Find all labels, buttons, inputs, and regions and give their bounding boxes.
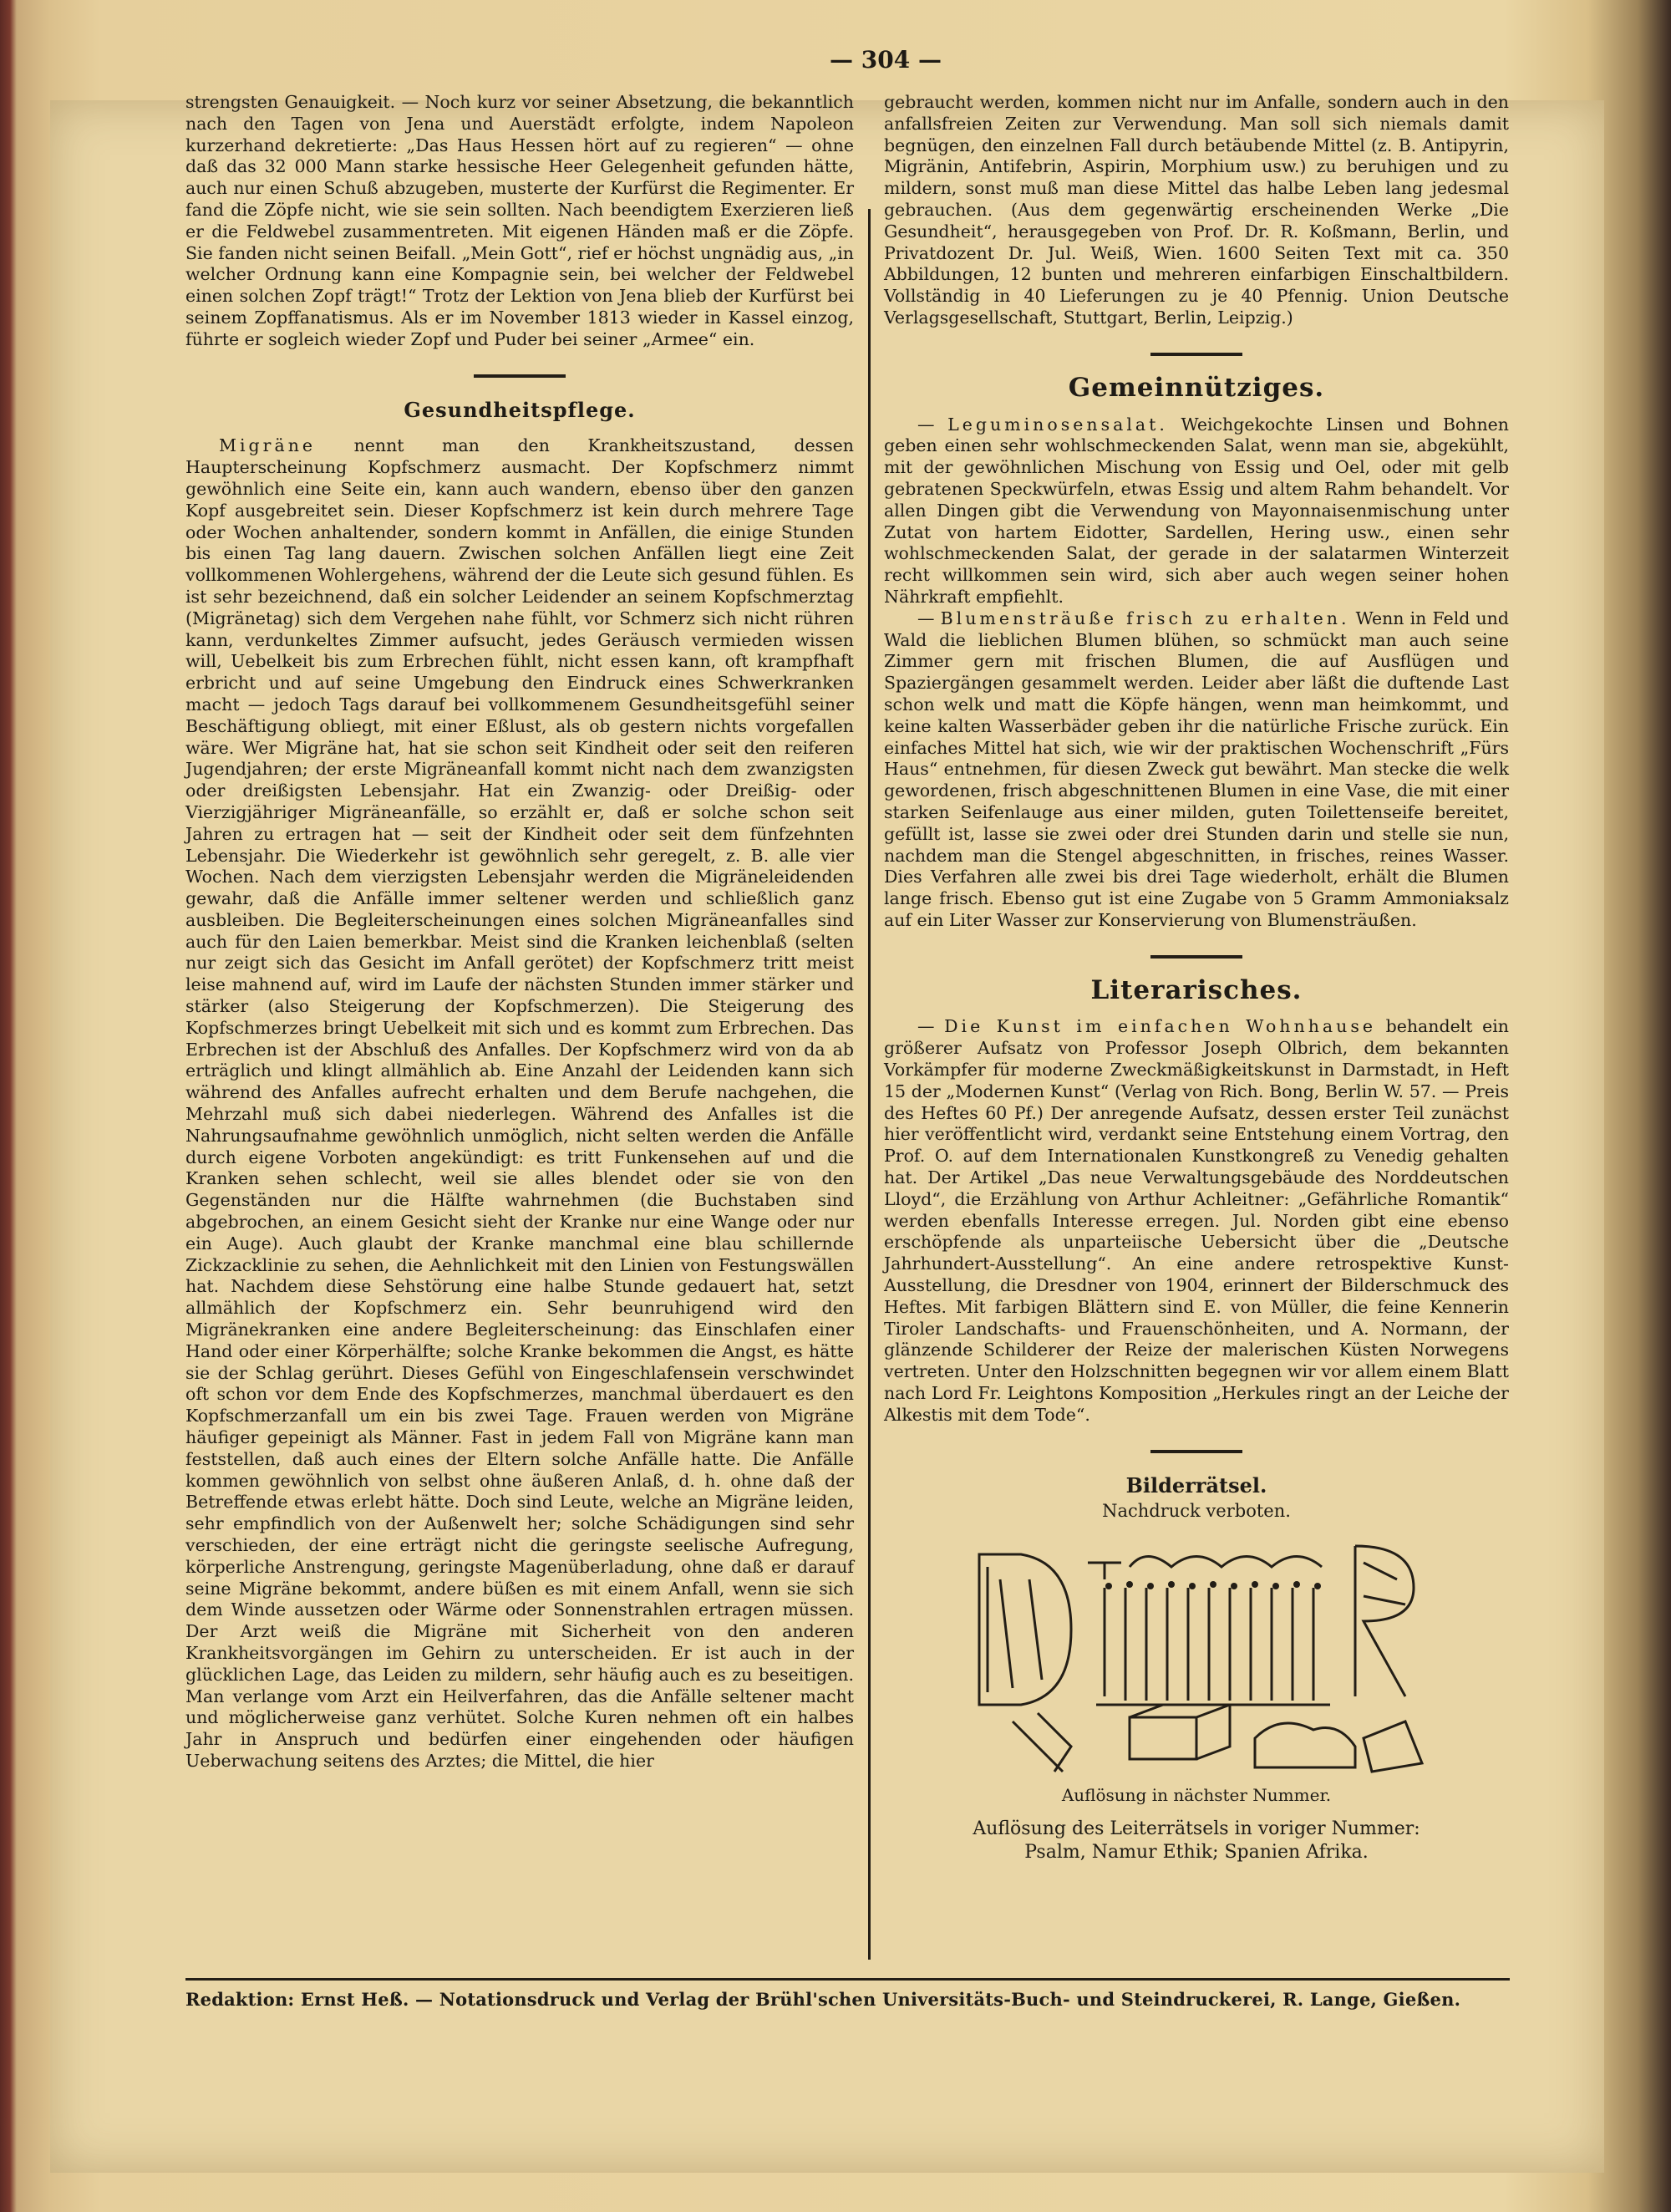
column-divider [868, 209, 871, 1960]
rebus-solution-note: Auflösung in nächster Nummer. [1061, 1785, 1332, 1806]
salad-term: Leguminosensalat. [947, 414, 1168, 435]
salad-text: Weichgekochte Linsen und Bohnen geben einen sehr wohlschmeckenden Salat, wenn man sie, abgekühlt, mit der gewöhnlichen Mischung von Essig und Oel, oder mit gelb gebratenen Speckwürfeln, etwas Essig und altem Rahm behandelt. Vor allen Dingen gibt die Verwendung von Mayonnaisenmischung unter Zutat von hartem Eidotter, Sardellen, Hering usw., einen sehr wohlschmeckenden Salat, der gerade in der salatarmen Winterzeit recht willkommen sein wird, sich aber auch wegen seiner hohen Nährkraft empfiehlt. [884, 414, 1509, 607]
rebus-copyright-note: Nachdruck verboten. [1102, 1501, 1291, 1522]
migraine-term: Migräne [219, 435, 317, 456]
section-heading-public: Gemeinnütziges. [1068, 372, 1325, 403]
rebus-picture-icon [962, 1529, 1430, 1780]
art-term: Die Kunst im einfachen Wohnhause [944, 1016, 1376, 1037]
section-separator [1150, 955, 1242, 959]
footer-rule [185, 1978, 1510, 1981]
section-separator [474, 374, 566, 378]
flowers-text: Wenn in Feld und Wald die lieblichen Blumen blühen, so schmückt man auch seine Zimmer gern mit frischen Blumen, die auf Ausflügen und Spaziergängen gesammelt werden. Leider aber läßt die duftende Last schon welk und matt die Köpfe hängen, wenn man heimkommt, und keine kalten Wasserbäder geben ihr die natürliche Frische zurück. Ein einfaches Mittel hat sich, wie wir der praktischen Wochenschrift „Fürs Haus“ entnehmen, für diesen Zweck gut bewährt. Man stecke die welk gewordenen, frisch abgeschnittenen Blumen in eine Vase, die mit einer starken Seifenlauge aus einer milden, guten Toilettenseife bereitet, gefüllt ist, lasse sie zwei oder drei Stunden darin und stelle sie nun, nachdem man die Stengel abgeschnitten, in frisches, reines Wasser. Dies Verfahren alle zwei bis drei Tage wiederholt, erhält die Blumen lange frisch. Ebenso gut ist eine Zugabe von 5 Gramm Ammoniaksalz auf ein Liter Wasser zur Konservierung von Blumensträußen. [884, 608, 1510, 930]
right-column [884, 92, 1509, 1864]
art-article: — Die Kunst im einfachen Wohnhause behandelt ein größerer Aufsatz von Professor Joseph Olbrich, dem bekannten Vorkämpfer für moderne Zweckmäßigkeitskunst in Darmstadt, in Heft 15 der „Modernen Kunst“ (Verlag von Rich. Bong, Berlin W. 57. — Preis des Heftes 60 Pf.) Der anregende Aufsatz, dessen erster Teil zunächst hier veröffentlicht wird, verdankt seine Entstehung einem Vortrag, den Prof. O. auf dem Internationalen Kunstkongreß zu Venedig gehalten hat. Der Artikel „Das neue Verwaltungsgebäude des Norddeutschen Lloyd“, die Erzählung von Arthur Achleitner: „Gefährliche Romantik“ werden ebenfalls Interesse erregen. Jul. Norden gibt eine ebenso erschöpfende als unparteiische Uebersicht über die „Deutsche Jahrhundert-Ausstellung“. An eine andere retrospektive Kunst-Ausstellung, die Dresdner von 1904, erinnert der Bilderschmuck des Heftes. Mit farbigen Blättern sind E. von Müller, die feine Kennerin Tiroler Landschafts- und Frauenschönheiten, und A. Normann, der glänzende Schilderer der Reize der malerischen Küsten Norwegens vertreten. Unter den Holzschnitten begegnen wir vor allem einem Blatt nach Lord Fr. Leightons Komposition „Herkules ringt an der Leiche der Alkestis mit dem Tode“. [884, 1016, 1509, 1425]
previous-solution-heading: Auflösung des Leiterrätsels in voriger Nummer: [973, 1818, 1420, 1840]
section-separator [1150, 353, 1242, 356]
migraine-article [185, 435, 854, 1772]
left-column [185, 92, 854, 1772]
art-text: behandelt ein größerer Aufsatz von Professor Joseph Olbrich, dem bekannten Vorkämpfer für moderne Zweckmäßigkeitskunst in Darmstadt, in Heft 15 der „Modernen Kunst“ (Verlag von Rich. Bong, Berlin W. 57. — Preis des Heftes 60 Pf.) Der anregende Aufsatz, dessen erster Teil zunächst hier veröffentlicht wird, verdankt seine Entstehung einem Vortrag, den Prof. O. auf dem Internationalen Kunstkongreß zu Venedig gehalten hat. Der Artikel „Das neue Verwaltungsgebäude des Norddeutschen Lloyd“, die Erzählung von Arthur Achleitner: „Gefährliche Romantik“ werden ebenfalls Interesse erregen. Jul. Norden gibt eine ebenso erschöpfende als unparteiische Uebersicht über die „Deutsche Jahrhundert-Ausstellung“. An eine andere retrospektive Kunst-Ausstellung, die Dresdner von 1904, erinnert der Bilderschmuck des Heftes. Mit farbigen Blättern sind E. von Müller, die feine Kennerin Tiroler Landschafts- und Frauenschönheiten, und A. Normann, der glänzende Schilderer der Reize der malerischen Küsten Norwegens vertreten. Unter den Holzschnitten begegnen wir vor allem einem Blatt nach Lord Fr. Leightons Komposition „Herkules ringt an der Leiche der Alkestis mit dem Tode“. [884, 1016, 1509, 1425]
zopf-article-end: strengsten Genauigkeit. — Noch kurz vor seiner Absetzung, die bekanntlich nach den Tagen von Jena und Auerstädt erfolgte, indem Napoleon kurzerhand dekretierte: „Das Haus Hessen hört auf zu regieren“ — ohne daß das 32 000 Mann starke hessische Heer Gelegenheit gefunden hätte, auch nur einen Schuß abzugeben, musterte der Kurfürst die Regimenter. Er fand die Zöpfe nicht, wie sie sein sollten. Nach beendigtem Exerzieren ließ er die Feldwebel zusammentreten. Mit eigenen Händen maß er die Zöpfe. Sie fanden nicht seinen Beifall. „Mein Gott“, rief er höchst ungnädig aus, „in welcher Ordnung kann eine Kompagnie sein, bei welcher der Feldwebel einen solchen Zopf trägt!“ Trotz der Lektion von Jena blieb der Kurfürst bei seinem Zopffanatismus. Als er im November 1813 wieder in Kassel einzog, führte er sogleich wieder Zopf und Puder bei seiner „Armee“ ein. [185, 92, 854, 349]
section-heading-literary: Literarisches. [1090, 974, 1303, 1005]
previous-solution-text: Psalm, Namur Ethik; Spanien Afrika. [1024, 1841, 1369, 1863]
migraine-article-continued: gebraucht werden, kommen nicht nur im Anfalle, sondern auch in den anfallsfreien Zeiten zur Verwendung. Man soll sich niemals damit begnügen, den einzelnen Fall durch betäubende Mittel (z. B. Antipyrin, Migränin, Antifebrin, Aspirin, Morphium usw.) zu beruhigen und zu mildern, sonst muß man diese Mittel das halbe Leben lang jedesmal gebrauchen. (Aus dem gegenwärtig erscheinenden Werke „Die Gesundheit“, herausgegeben von Prof. Dr. R. Koßmann, Berlin, und Privatdozent Dr. Jul. Weiß, Wien. 1600 Seiten Text mit ca. 350 Abbildungen, 12 bunten und mehreren einfarbigen Einschaltbildern. Vollständig in 40 Lieferungen zu je 40 Pfennig. Union Deutsche Verlagsgesellschaft, Stuttgart, Berlin, Leipzig.) [884, 92, 1509, 328]
rebus-heading: Bilderrätsel. [1125, 1472, 1267, 1498]
flowers-term: Blumensträuße frisch zu erhalten. [940, 608, 1350, 628]
salad-article: — Leguminosensalat. Weichgekochte Linsen und Bohnen geben einen sehr wohlschmeckenden Salat, wenn man sie, abgekühlt, mit der gewöhnlichen Mischung von Essig und Oel, oder mit gelb gebratenen Speckwürfeln, etwas Essig und altem Rahm behandelt. Vor allen Dingen gibt die Verwendung von Mayonnaisenmischung unter Zutat von hartem Eidotter, Sardellen, Hering usw., einen sehr wohlschmeckenden Salat, der gerade in der salatarmen Winterzeit recht willkommen sein wird, sich aber auch wegen seiner hohen Nährkraft empfiehlt. [884, 414, 1509, 607]
flowers-article: — Blumensträuße frisch zu erhalten. Wenn in Feld und Wald die lieblichen Blumen blühen, so schmückt man auch seine Zimmer gern mit frischen Blumen, die auf Ausflügen und Spaziergängen gesammelt werden. Leider aber läßt die duftende Last schon welk und matt die Köpfe hängen, wenn man heimkommt, und keine kalten Wasserbäder geben ihr die natürliche Frische zurück. Ein einfaches Mittel hat sich, wie wir der praktischen Wochenschrift „Fürs Haus“ entnehmen, für diesen Zweck gut bewährt. Man stecke die welk gewordenen, frisch abgeschnittenen Blumen in eine Vase, die mit einer starken Seifenlauge aus einer milden, guten Toilettenseife bereitet, gefüllt ist, lasse sie zwei oder drei Stunden darin und stelle sie nun, nachdem man die Stengel abgeschnitten, in frisches, reines Wasser. Dies Verfahren alle zwei bis drei Tage wiederholt, erhält die Blumen lange frisch. Ebenso gut ist eine Zugabe von 5 Gramm Ammoniaksalz auf ein Liter Wasser zur Konservierung von Blumensträußen. [884, 608, 1510, 930]
migraine-text: nennt man den Krankheitszustand, dessen Haupterscheinung Kopfschmerz ausmacht. Der Kopfschmerz nimmt gewöhnlich eine Seite ein, kann auch wandern, ebenso über den ganzen Kopf ausgebreitet sein. Dieser Kopfschmerz ist kein durch mehrere Tage oder Wochen anhaltender, sondern kommt in Anfällen, die einige Stunden bis einen Tag lang dauern. Zwischen solchen Anfällen liegt eine Zeit vollkommenen Wohlergehens, während der die Leute sich gesund fühlen. Es ist sehr bezeichnend, daß ein solcher Leidender an seinem Kopfschmerztag (Migränetag) sich dem Vergehen nahe fühlt, vor Schmerz sich nicht rühren kann, verdunkeltes Zimmer aufsucht, jedes Geräusch vermieden wissen will, Uebelkeit bis zum Erbrechen fühlt, nicht essen kann, oft krampfhaft erbricht und auf seine Umgebung den Eindruck eines Schwerkranken macht — jedoch Tags darauf bei vollkommenem Gesundheitsgefühl seiner Beschäftigung obliegt, mit einer Eßlust, als ob gestern nichts vorgefallen wäre. Wer Migräne hat, hat sie schon seit Kindheit oder seit den reiferen Jugendjahren; der erste Migräneanfall kommt nicht nach dem zwanzigsten oder dreißigsten Lebensjahr. Hat ein Zwanzig- oder Dreißig- oder Vierzigjähriger Migräneanfälle, so erzählt er, daß er solche schon seit Jahren zu ertragen hat — seit der Kindheit oder seit dem fünfzehnten Lebensjahr. Die Wiederkehr ist gewöhnlich sehr geregelt, z. B. alle vier Wochen. Nach dem vierzigsten Lebensjahr werden die Migräneleidenden gewahr, daß die Anfälle immer seltener werden und schließlich ganz ausbleiben. Die Begleiterscheinungen eines solchen Migräneanfalles sind auch für den Laien bemerkbar. Meist sind die Kranken leichenblaß (selten nur zeigt sich das Gesicht im Anfall gerötet) der Kopfschmerz tritt meist leise mahnend auf, wird im Laufe der nächsten Stunden immer stärker und stärker (also Steigerung der Kopfschmerzen). Die Steigerung des Kopfschmerzes bringt Uebelkeit mit sich und es kommt zum Erbrechen. Das Erbrechen ist der Abschluß des Anfalles. Der Kopfschmerz wird von da ab erträglich und klingt allmählich ab. Eine Anzahl der Leidenden kann sich während des Anfalles aufrecht erhalten und dem Berufe nachgehen, die Mehrzahl muß sich dabei niederlegen. Während des Anfalles ist die Nahrungsaufnahme gewöhnlich unmöglich, nicht selten werden die Anfälle durch eigene Vorboten angekündigt: es tritt Funkensehen auf und die Kranken sehen schlecht, weil sie alles blendet oder sie von den Gegenständen nur die Hälfte wahrnehmen (die Buchstaben sind abgebrochen, an einem Gesicht sieht der Kranke nur eine Wange oder nur ein Auge). Auch glaubt der Kranke manchmal eine blau schillernde Zickzacklinie zu sehen, die Aehnlichkeit mit den Linien von Festungswällen hat. Nachdem diese Sehstörung eine halbe Stunde gedauert hat, setzt allmählich der Kopfschmerz ein. Sehr beunruhigend wird den Migränekranken eine andere Begleiterscheinung: das Einschlafen einer Hand oder einer Körperhälfte; solche Kranke bekommen die Angst, es hätte sie der Schlag gerührt. Dieses Gefühl von Eingeschlafensein verschwindet oft schon vor dem Ende des Kopfschmerzes, manchmal überdauert es den Kopfschmerzanfall um ein bis zwei Tage. Frauen werden von Migräne häufiger gepeinigt als Männer. Fast in jedem Fall von Migräne kann man feststellen, daß auch eines der Eltern solche Anfälle hatte. Die Anfälle kommen gewöhnlich von selbst ohne äußeren Anlaß, d. h. ohne daß der Betreffende etwas erlebt hätte. Doch sind Leute, welche an Migräne leiden, sehr empfindlich von der Außenwelt her; solche Schädigungen sind sehr verschieden, der eine erträgt nicht die geringste seelische Aufregung, körperliche Anstrengung, geringste Magenüberladung, ohne daß er darauf seine Migräne bekommt, andere büßen es mit einem Anfall, wenn sie sich dem Winde aussetzen oder Wärme oder Sonnenstrahlen ertragen müssen. Der Arzt weiß die Migräne mit Sicherheit von den anderen Krankheitsvorgängen im Gehirn zu unterscheiden. Er ist auch in der glücklichen Lage, das Leiden zu mildern, sehr häufig auch es zu beseitigen. Man verlange vom Arzt ein Heilverfahren, das die Anfälle seltener macht und möglicherweise ganz verhütet. Solche Kuren nehmen oft ein halbes Jahr in Anspruch und bedürfen einer eingehenden oder häufigen Ueberwachung seitens des Arztes; die Mittel, die hier [185, 435, 854, 1771]
section-heading-health: Gesundheitspflege. [404, 397, 636, 422]
page-number: — 304 — [830, 46, 942, 74]
section-separator [1150, 1450, 1242, 1453]
imprint-footer: Redaktion: Ernst Heß. — Notationsdruck und Verlag der Brühl'schen Universitäts-Buch- und Steindruckerei, R. Lange, Gießen. [185, 1989, 1461, 2010]
